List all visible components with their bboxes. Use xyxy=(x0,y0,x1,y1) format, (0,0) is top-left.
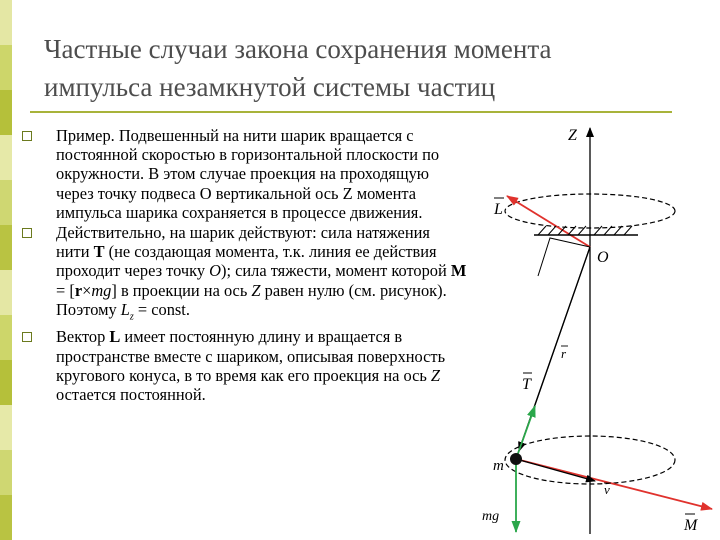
velocity-vector xyxy=(516,459,595,481)
bullet-text-part: = [ xyxy=(56,280,75,300)
bullet-text-part: равен нулю (см. рисунок). Поэтому xyxy=(56,280,447,319)
slide-title-line-1: Частные случаи закона сохранения момента xyxy=(44,34,552,64)
label-z: Z xyxy=(568,127,577,144)
bullet-item-example xyxy=(22,126,467,222)
bullet-item-vector xyxy=(22,327,467,404)
label-t: T xyxy=(522,376,531,393)
label-v: v xyxy=(604,482,610,497)
angular-momentum-vector xyxy=(507,196,590,247)
slide-title-line-2: импульса незамкнутой системы частиц xyxy=(44,72,496,102)
label-m: m xyxy=(493,458,504,474)
left-accent-bar xyxy=(0,0,12,540)
label-l: L xyxy=(494,201,503,218)
symbol-radius: r xyxy=(74,280,83,300)
bullet-text-part: Действительно, на шарик действуют: сила натяжения нити xyxy=(56,223,430,262)
symbol-z: Z xyxy=(430,365,441,385)
label-mg: mg xyxy=(482,509,500,524)
ceiling-support xyxy=(534,226,638,235)
bullet-text-part: × xyxy=(82,280,92,300)
label-r: r xyxy=(561,346,567,361)
moment-of-force-vector xyxy=(516,459,712,509)
symbol-l-vector: L xyxy=(109,327,121,347)
label-big-m: M xyxy=(684,517,698,534)
bullet-text-part: Вектор xyxy=(56,327,110,347)
bullet-text-part: = const. xyxy=(133,299,190,319)
symbol-mg: mg xyxy=(91,280,112,300)
bullet-item-forces xyxy=(22,223,467,326)
bullet-text-part: ); сила тяжести, момент которой xyxy=(221,261,451,281)
symbol-tension: T xyxy=(93,242,105,262)
square-bullet-icon xyxy=(22,332,32,342)
bullet-list xyxy=(22,126,467,405)
label-o: O xyxy=(597,249,609,266)
tension-vector xyxy=(516,406,535,459)
square-bullet-icon xyxy=(22,228,32,238)
symbol-point-o: O xyxy=(209,261,222,281)
bullet-text-part: (не создающая момента, т.к. линия ее действия проходит через точку xyxy=(56,242,437,281)
bullet-text-part: остается постоянной. xyxy=(56,384,206,404)
ball xyxy=(510,453,522,465)
bullet-text: Пример. Подвешенный на нити шарик вращается с постоянной скоростью в горизонтальной плоскости по окружности. В этом случае проекция на проходящую через точку подвеса O вертикальной ось Z момента импульса шарика сохраняется в процессе движения. xyxy=(56,126,440,222)
pendulum-diagram xyxy=(468,118,714,536)
slide-title xyxy=(44,30,644,106)
symbol-z-subscript: z xyxy=(129,311,134,323)
title-underline xyxy=(30,111,672,113)
square-bullet-icon xyxy=(22,131,32,141)
symbol-l: L xyxy=(120,299,130,319)
bullet-text-part: имеет постоянную длину и вращается в пространстве вместе с шариком, описывая поверхность кругового конуса, в то время как его проекция на ось xyxy=(56,327,446,385)
symbol-z: Z xyxy=(251,280,261,300)
symbol-moment: M xyxy=(450,261,467,281)
bullet-text-part: ] в проекции на ось xyxy=(111,280,252,300)
